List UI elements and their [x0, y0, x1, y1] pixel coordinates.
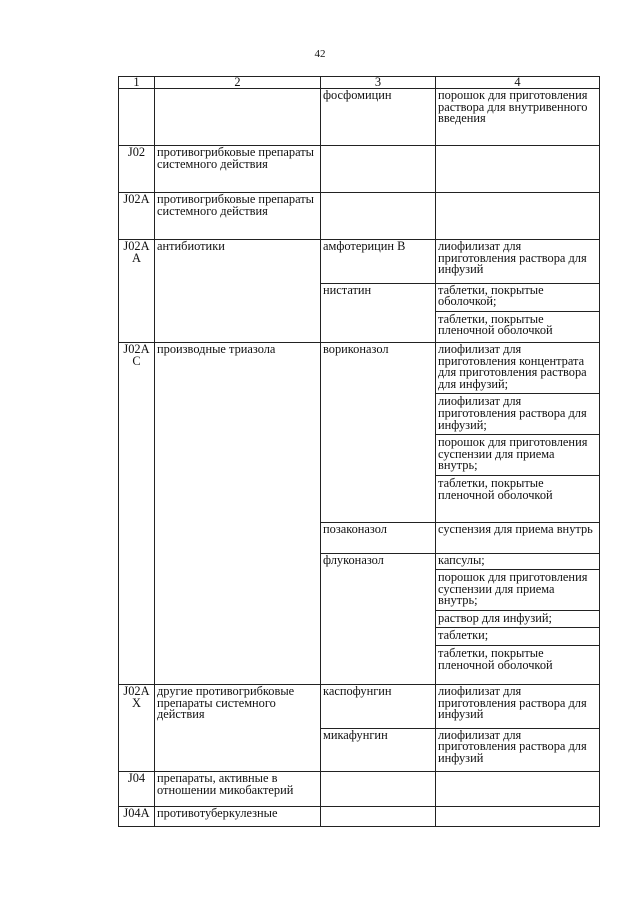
group-name: противогрибковые препараты системного действия [155, 193, 321, 240]
drug-name: позаконазол [321, 522, 436, 553]
code-cell [119, 89, 155, 146]
code-cell [119, 728, 155, 772]
drug-cell [321, 146, 436, 193]
group-name: антибиотики [155, 240, 321, 284]
dosage-form: порошок для приготовления раствора для внутривенного введения [438, 88, 588, 126]
header-row [119, 77, 600, 89]
group-name: производные триазола [155, 343, 321, 523]
table-row [119, 728, 600, 772]
table-row [119, 146, 600, 193]
dosage-form-cell [436, 553, 600, 685]
dosage-form-cell [436, 240, 600, 284]
dosage-form: лиофилизат для приготовления раствора для инфузий [438, 727, 587, 765]
dosage-form-cell [436, 343, 600, 523]
group-name-cell [155, 89, 321, 146]
drug-name: вориконазол [321, 343, 436, 523]
atc-code: J02 [119, 146, 155, 193]
header-cell: 3 [321, 77, 436, 89]
code-cell [119, 553, 155, 685]
dosage-form: таблетки, покрытые пленочной оболочкой [436, 645, 599, 671]
drug-name: флуконазол [321, 553, 436, 685]
table-row [119, 772, 600, 807]
atc-code: J04A [119, 807, 155, 827]
atc-code: J02A X [119, 685, 155, 729]
dosage-form: капсулы; [438, 552, 485, 567]
drug-name: микафунгин [321, 728, 436, 772]
dosage-form: раствор для инфузий; [436, 610, 599, 625]
group-name: противогрибковые препараты системного действия [155, 146, 321, 193]
dosage-form: суспензия для приема внутрь [438, 521, 593, 536]
drug-cell [321, 807, 436, 827]
dosage-form-cell [436, 89, 600, 146]
atc-code: J02A [119, 193, 155, 240]
drug-name: каспофунгин [321, 685, 436, 729]
dosage-form: таблетки, покрытые оболочкой; [438, 282, 544, 309]
table-row [119, 807, 600, 827]
dosage-form: лиофилизат для приготовления концентрата для приготовления раствора для инфузий; [438, 342, 587, 391]
drug-cell [321, 193, 436, 240]
dosage-form: порошок для приготовления суспензии для приема внутрь; [436, 569, 599, 607]
drug-name: амфотерицин В [321, 240, 436, 284]
page-number: 42 [314, 48, 326, 60]
group-name-cell [155, 283, 321, 343]
dosage-form: таблетки; [436, 627, 599, 642]
header-cell: 4 [436, 77, 600, 89]
dosage-form-cell [436, 193, 600, 240]
atc-code: J02A C [119, 343, 155, 523]
dosage-form-cell [436, 283, 600, 343]
dosage-form: порошок для приготовления суспензии для приема внутрь; [436, 434, 599, 472]
drug-name: фосфомицин [321, 89, 436, 146]
table-row [119, 553, 600, 685]
dosage-form: лиофилизат для приготовления раствора для инфузий [438, 239, 587, 277]
dosage-form-cell [436, 522, 600, 553]
header-cell: 2 [155, 77, 321, 89]
dosage-form-cell [436, 685, 600, 729]
table-row [119, 193, 600, 240]
group-name: другие противогрибковые препараты системного действия [155, 685, 321, 729]
group-name-cell [155, 522, 321, 553]
table-row [119, 343, 600, 523]
table-row [119, 89, 600, 146]
group-name-cell [155, 553, 321, 685]
code-cell [119, 283, 155, 343]
group-name-cell [155, 728, 321, 772]
medicines-table [118, 76, 600, 827]
dosage-form-cell [436, 807, 600, 827]
dosage-form: лиофилизат для приготовления раствора для инфузий; [436, 393, 599, 431]
table-row [119, 283, 600, 343]
atc-code: J04 [119, 772, 155, 807]
dosage-form-cell [436, 728, 600, 772]
group-name: препараты, активные в отношении микобактерий [155, 772, 321, 807]
code-cell [119, 522, 155, 553]
table-row [119, 522, 600, 553]
dosage-form: таблетки, покрытые пленочной оболочкой [436, 475, 599, 501]
dosage-form-cell [436, 146, 600, 193]
group-name: противотуберкулезные [155, 807, 321, 827]
atc-code: J02A A [119, 240, 155, 284]
dosage-form: таблетки, покрытые пленочной оболочкой [436, 311, 599, 337]
drug-name: нистатин [321, 283, 436, 343]
table-row [119, 240, 600, 284]
drug-cell [321, 772, 436, 807]
dosage-form: лиофилизат для приготовления раствора для инфузий [438, 684, 587, 722]
header-cell: 1 [119, 77, 155, 89]
dosage-form-cell [436, 772, 600, 807]
table-row [119, 685, 600, 729]
